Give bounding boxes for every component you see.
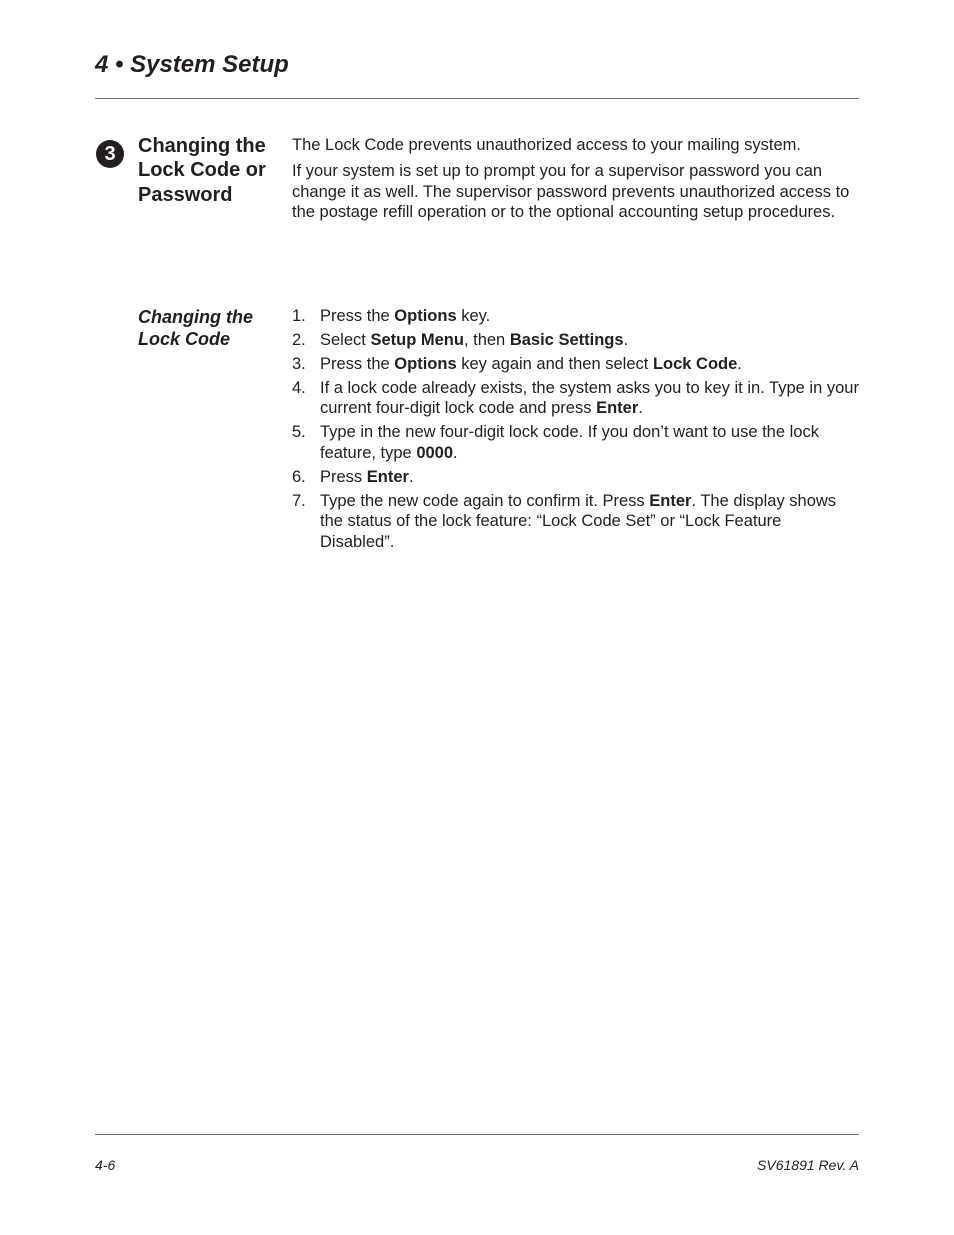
step-text [320, 355, 742, 373]
step-text-run: Type the new code again to confirm it. Press [320, 491, 650, 510]
procedure-heading: Changing the Lock Code [138, 307, 253, 349]
intro-paragraph: The Lock Code prevents unauthorized access to your mailing system. [292, 136, 802, 154]
step-text [320, 468, 414, 486]
step-text [320, 492, 836, 551]
intro-text [292, 135, 860, 228]
step-text [320, 379, 859, 418]
chapter-title: 4 • System Setup [95, 51, 289, 78]
step-text-run: Press the [320, 307, 395, 325]
step-item [292, 306, 860, 327]
step-text-run: . [408, 467, 414, 486]
step-key-term: Setup Menu [370, 330, 464, 349]
step-text-run: key. [456, 307, 491, 325]
step-item [292, 422, 860, 463]
step-number: 4. [292, 378, 306, 397]
header-rule [95, 98, 859, 99]
intro-paragraph: If your system is set up to prompt you for a supervisor password you can change it as well. The supervisor password prevents unauthorized access to the postage refill operation or to the optional accounting setup procedures. [292, 162, 850, 222]
step-item [292, 378, 860, 419]
step-text-run: Press the [320, 354, 395, 373]
step-key-term: Enter [596, 399, 639, 418]
document-id: SV61891 Rev. A [757, 1157, 859, 1173]
step-number: 1. [292, 307, 306, 325]
step-number: 5. [292, 423, 306, 442]
step-text-run: . [737, 354, 742, 373]
step-item [292, 491, 860, 553]
footer-rule [95, 1134, 859, 1135]
step-number: 2. [292, 330, 306, 349]
step-item [292, 467, 860, 488]
step-text-run: key again and then select [456, 354, 653, 373]
step-text-run: . [638, 399, 643, 418]
step-number: 7. [292, 491, 306, 510]
page-number: 4-6 [95, 1157, 116, 1173]
step-item [292, 354, 860, 375]
step-key-term: Enter [649, 491, 692, 510]
step-text-run: If a lock code already exists, the system asks you to key it in. Type in your current four-digit lock code and press [320, 378, 859, 418]
step-number-badge: 3 [96, 140, 124, 168]
step-key-term: Options [394, 307, 457, 325]
step-key-term: Lock Code [652, 354, 738, 373]
section-heading: Changing the Lock Code or Password [138, 135, 266, 206]
step-text-run: Select [320, 330, 371, 349]
step-text-run: , then [463, 330, 510, 349]
procedure-steps [292, 306, 860, 556]
step-text [320, 331, 628, 349]
step-text-run: . The display shows the status of the lock feature: “Lock Code Set” or “Lock Feature Disabled”. [320, 491, 837, 551]
step-key-term: Options [394, 354, 457, 373]
step-key-term: Basic Settings [509, 330, 624, 349]
step-key-term: 0000 [416, 443, 454, 462]
step-text-run: . [453, 443, 458, 462]
step-number: 3. [292, 354, 306, 373]
step-text-run: Type in the new four-digit lock code. If you don’t want to use the lock feature, type [320, 423, 819, 462]
step-text-run: Press [320, 467, 367, 486]
step-key-term: Enter [366, 467, 409, 486]
step-text [320, 423, 819, 462]
step-text [320, 307, 490, 325]
step-text-run: . [623, 330, 629, 349]
step-item [292, 330, 860, 351]
step-number: 6. [292, 467, 306, 486]
